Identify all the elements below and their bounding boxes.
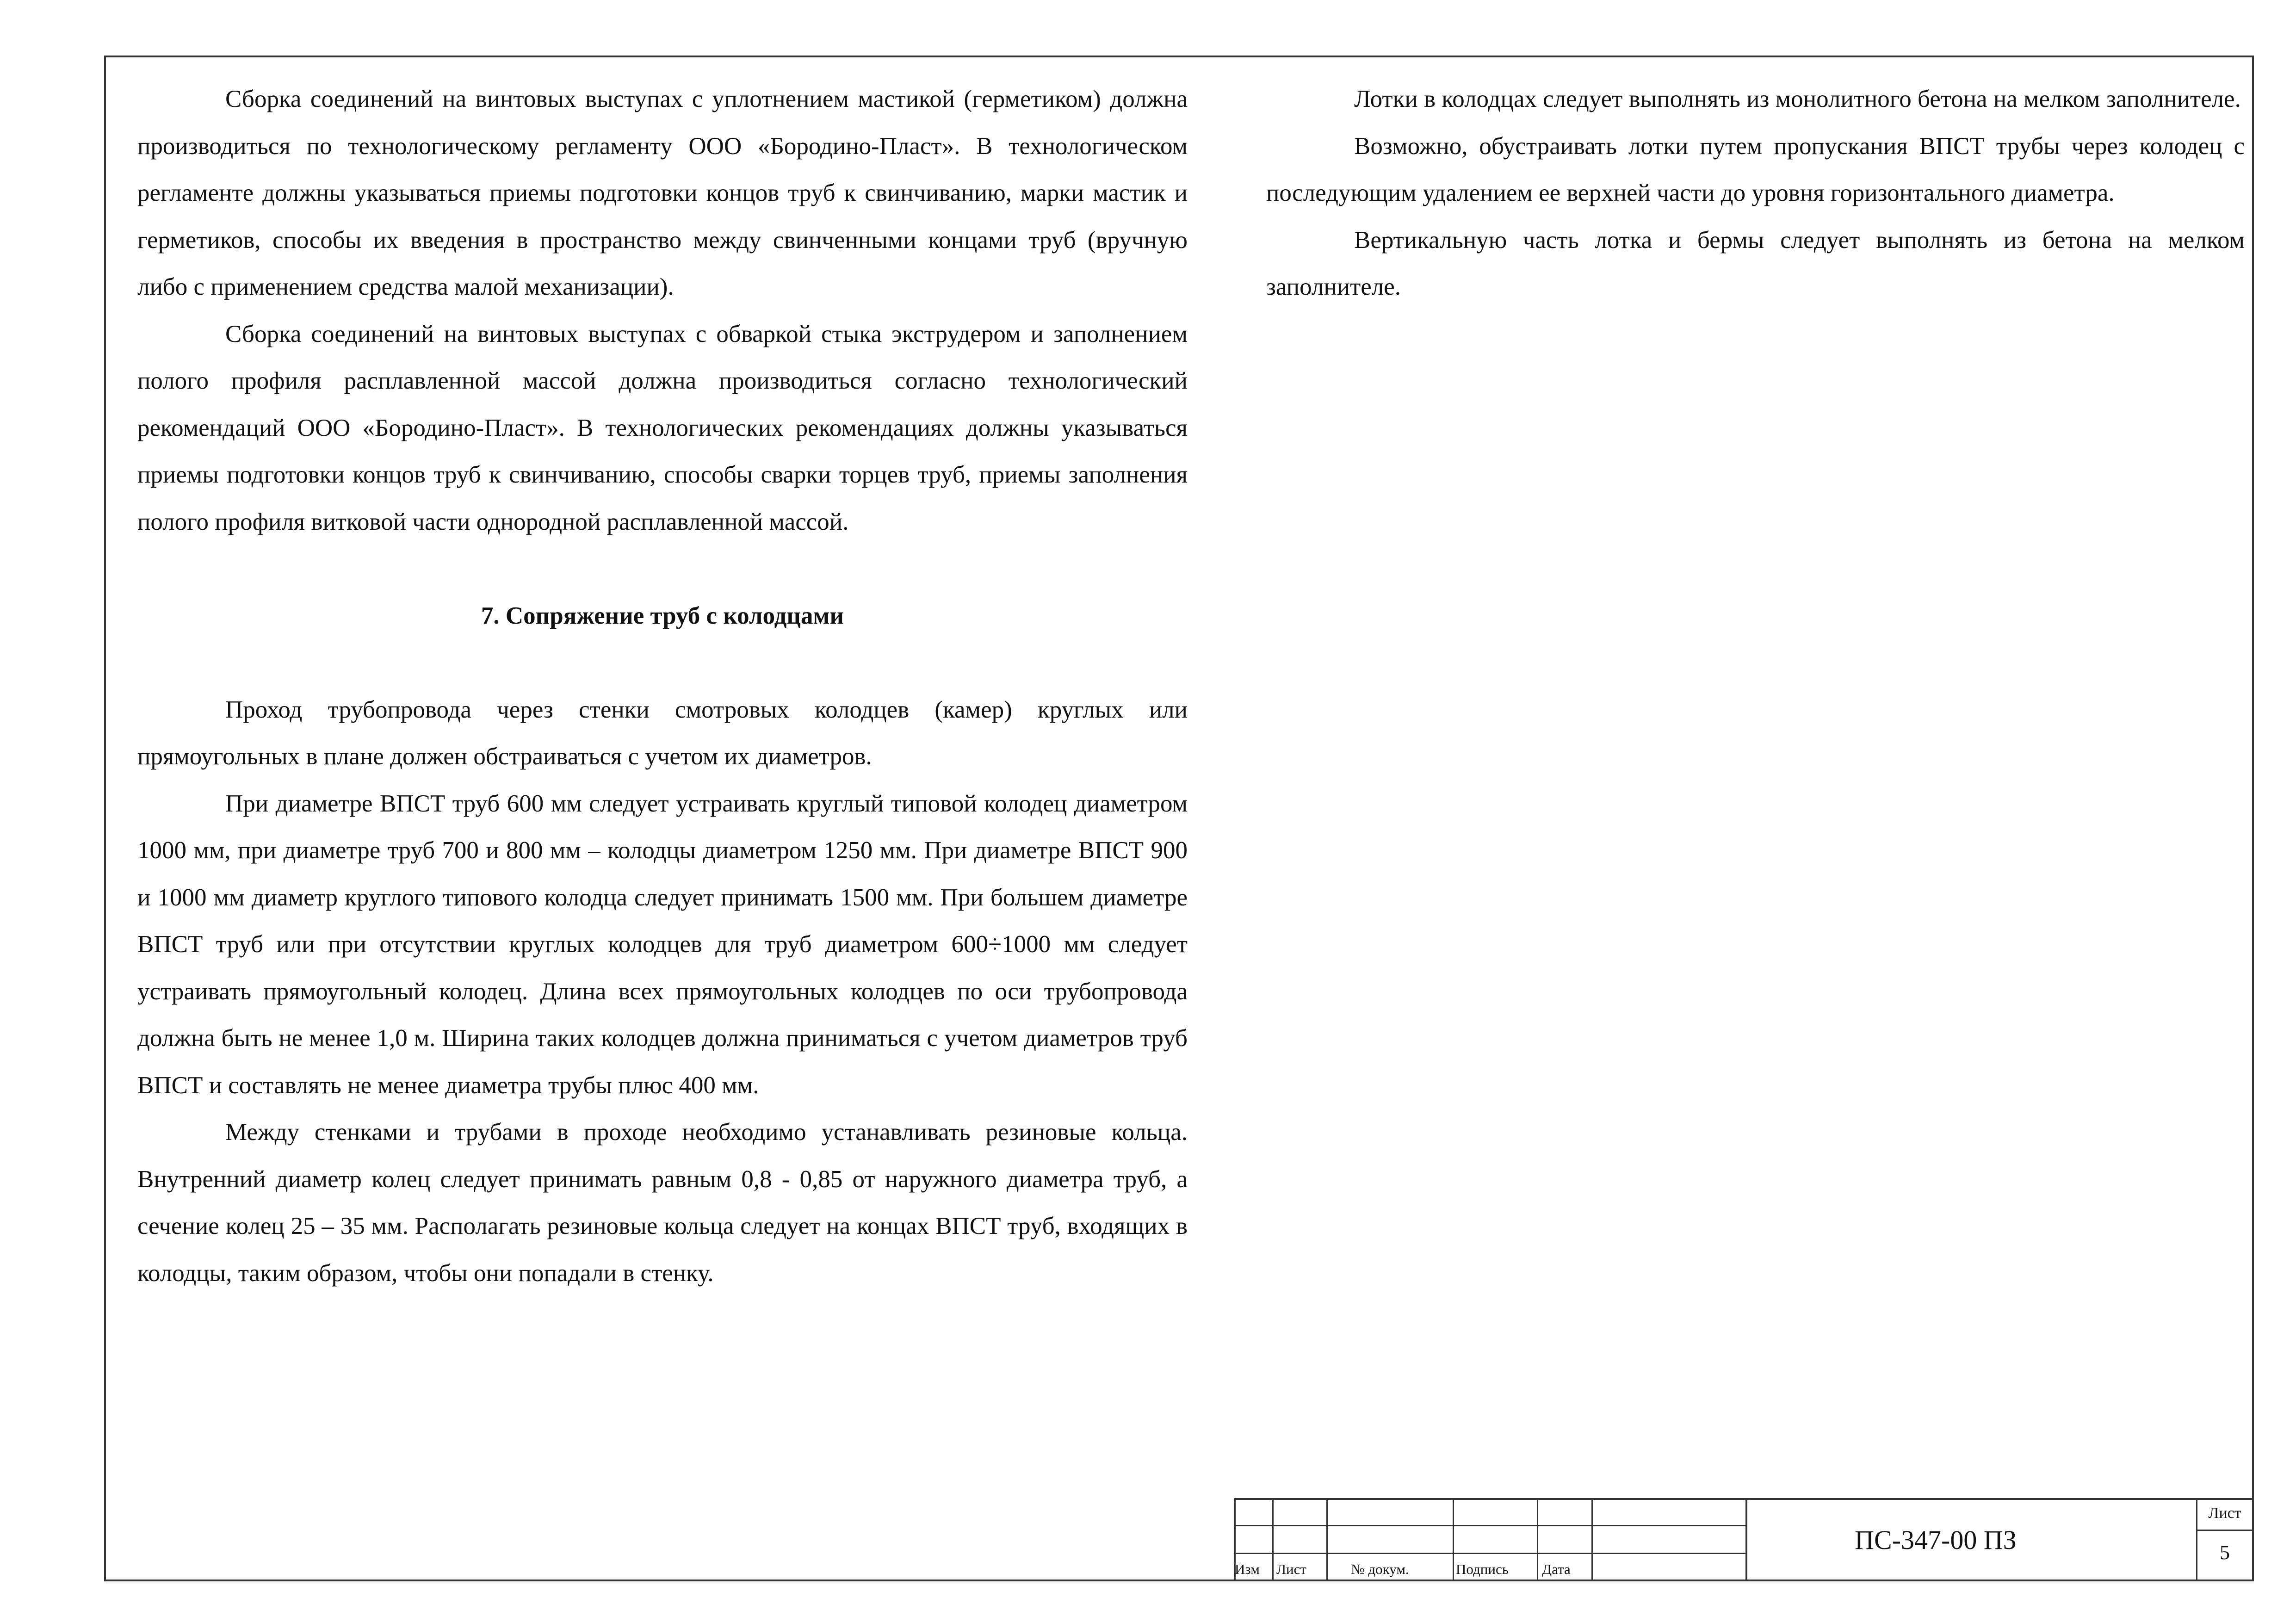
stamp-col-line	[1272, 1498, 1274, 1581]
paragraph: Сборка соединений на винтовых выступах с уплотнением мастикой (герметиком) должна производиться по технологическому регламенту ООО «Бородино-Пласт». В технологическом регламенте должны указываться приемы подготовки концов труб к свинчиванию, марки мастик и герметиков, способы их введения в пространство между свинченными концами труб (вручную либо с применением средства малой механизации).	[137, 86, 1188, 300]
section-heading: 7. Сопряжение труб с колодцами	[481, 602, 844, 629]
right-column	[1266, 76, 2245, 311]
stamp-col-line	[1453, 1498, 1454, 1581]
paragraph: Между стенками и трубами в проходе необходимо устанавливать резиновые кольца. Внутренний диаметр колец следует принимать равным 0,8 - 0,85 от наружного диаметра труб, а сечение колец 25 – 35 мм. Располагать резиновые кольца следует на концах ВПСТ труб, входящих в колодцы, таким образом, чтобы они попадали в стенку.	[137, 1119, 1188, 1287]
stamp-row-line	[2196, 1530, 2254, 1531]
left-column	[137, 76, 1188, 1297]
stamp-label-sign: Подпись	[1456, 1561, 1509, 1577]
paragraph: Проход трубопровода через стенки смотровых колодцев (камер) круглых или прямоугольных в плане должен обстраиваться с учетом их диаметров.	[137, 696, 1188, 770]
paragraph: Сборка соединений на винтовых выступах с обваркой стыка экструдером и заполнением полого профиля расплавленной массой должна производиться согласно технологический рекомендаций ООО «Бородино-Пласт». В технологических рекомендациях должны указываться приемы подготовки концов труб к свинчиванию, способы сварки торцев труб, приемы заполнения полого профиля витковой части однородной расплавленной массой.	[137, 320, 1188, 535]
paragraph: Вертикальную часть лотка и бермы следует выполнять из бетона на мелком заполнителе.	[1266, 226, 2245, 300]
paragraph: Лотки в колодцах следует выполнять из монолитного бетона на мелком заполнителе.	[1354, 86, 2241, 112]
stamp-row-line	[1234, 1553, 1746, 1554]
document-code: ПС-347-00 ПЗ	[1855, 1524, 2017, 1555]
paragraph: При диаметре ВПСТ труб 600 мм следует устраивать круглый типовой колодец диаметром 1000 мм, при диаметре труб 700 и 800 мм – колодцы диаметром 1250 мм. При диаметре ВПСТ 900 и 1000 мм диаметр круглого типового колодца следует принимать 1500 мм. При большем диаметре ВПСТ труб или при отсутствии круглых колодцев для труб диаметром 600÷1000 мм следует устраивать прямоугольный колодец. Длина всех прямоугольных колодцев по оси трубопровода должна быть не менее 1,0 м. Ширина таких колодцев должна приниматься с учетом диаметров труб ВПСТ и составлять не менее диаметра трубы плюс 400 мм.	[137, 790, 1188, 1099]
stamp-label-date: Дата	[1542, 1561, 1571, 1577]
stamp-col-line	[1326, 1498, 1328, 1581]
stamp-label-doc: № докум.	[1351, 1561, 1409, 1577]
stamp-label-izm: Изм	[1235, 1561, 1260, 1577]
sheet-label: Лист	[2208, 1505, 2241, 1522]
stamp-col-line	[1591, 1498, 1593, 1581]
title-block	[1234, 1498, 2254, 1581]
stamp-row-line	[1234, 1525, 1746, 1526]
paragraph: Возможно, обустраивать лотки путем пропускания ВПСТ трубы через колодец с последующим удалением ее верхней части до уровня горизонтального диаметра.	[1266, 132, 2245, 206]
stamp-col-line	[1537, 1498, 1538, 1581]
stamp-label-list: Лист	[1276, 1561, 1306, 1577]
sheet-number: 5	[2220, 1541, 2230, 1564]
